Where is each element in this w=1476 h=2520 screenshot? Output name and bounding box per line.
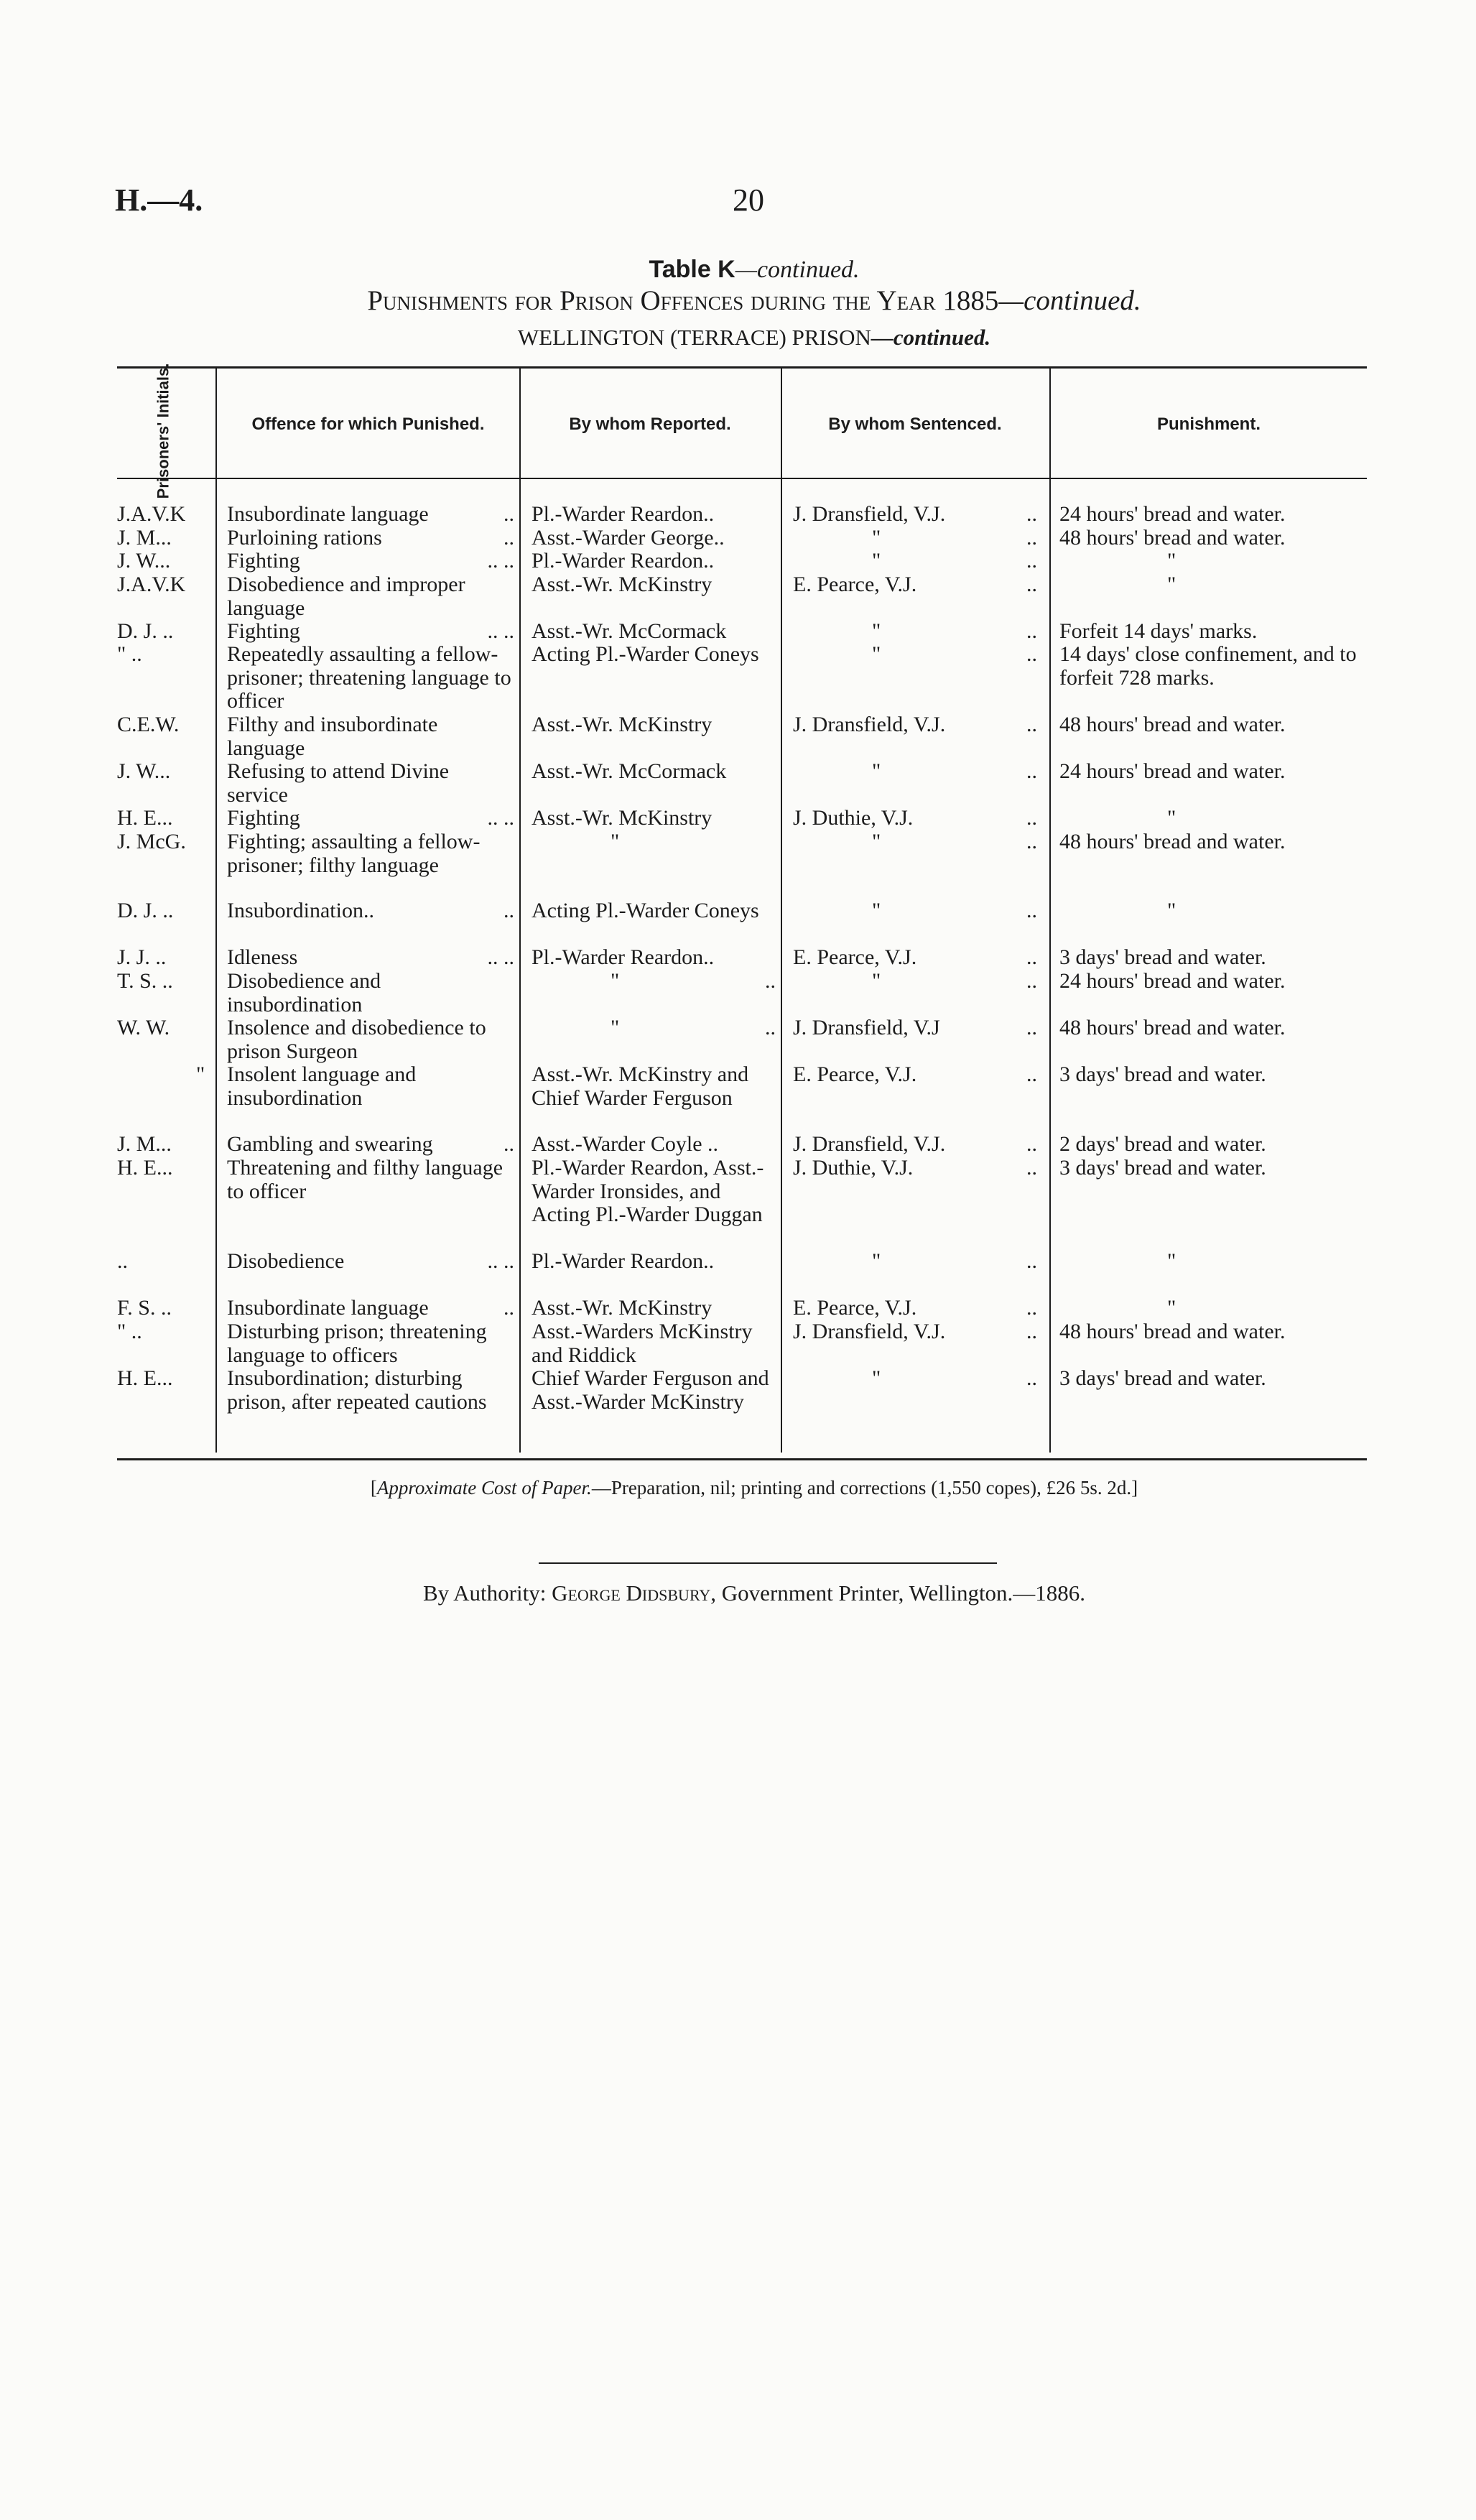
initials-text: J. M... <box>117 1132 172 1156</box>
reported-text: " <box>611 1016 620 1039</box>
offence-text: Insubordinate language <box>227 1296 429 1320</box>
header-offence: Offence for which Punished. <box>251 414 485 434</box>
offence-text: Fighting <box>227 619 300 643</box>
cell-offence <box>227 946 514 970</box>
cell-sentenced <box>793 620 1037 644</box>
cell-sentenced <box>793 573 1037 597</box>
leader-dots: .. .. <box>487 806 514 830</box>
prison-name <box>0 325 1476 351</box>
punishment-text: 3 days' bread and water. <box>1059 1156 1266 1180</box>
initials-text: " .. <box>117 1320 142 1343</box>
cell-offence <box>227 807 514 830</box>
cell-offence <box>227 713 514 760</box>
reported-text: Asst.-Wr. McCormack <box>532 619 727 643</box>
cell-sentenced <box>793 1367 1037 1391</box>
cell-sentenced <box>793 1016 1037 1040</box>
leader-dots: .. <box>765 969 776 993</box>
offence-text: Purloining rations <box>227 526 382 550</box>
leader-dots: .. <box>1026 806 1037 830</box>
leader-dots: .. <box>503 1132 514 1156</box>
cell-punishment <box>1059 1063 1361 1087</box>
leader-dots: .. <box>1026 502 1037 526</box>
cell-sentenced <box>793 830 1037 854</box>
initials-text: W. W. <box>117 1016 170 1039</box>
cell-initials <box>117 1297 210 1320</box>
reported-text: Pl.-Warder Reardon.. <box>532 549 715 573</box>
prison-name-suffix: —continued. <box>871 325 991 350</box>
punishment-text: 24 hours' bread and water. <box>1059 502 1286 526</box>
initials-text: C.E.W. <box>117 713 180 736</box>
leader-dots: .. <box>1026 573 1037 596</box>
cell-initials <box>117 503 210 527</box>
sentenced-text: J. Duthie, V.J. <box>793 806 914 830</box>
punishment-text: 3 days' bread and water. <box>1059 1062 1266 1086</box>
cell-sentenced <box>793 503 1037 527</box>
leader-dots: .. <box>503 526 514 550</box>
table-bottom-rule <box>117 1458 1367 1460</box>
cell-reported <box>532 760 776 784</box>
cell-initials <box>117 620 210 644</box>
cell-initials <box>117 1250 210 1274</box>
leader-dots: .. <box>1026 1296 1037 1320</box>
table-subtitle-suffix: —continued. <box>998 285 1141 316</box>
cell-reported <box>532 1250 776 1274</box>
leader-dots: .. <box>503 1296 514 1320</box>
prison-name-main: WELLINGTON (TERRACE) PRISON <box>517 325 871 350</box>
initials-text: J.A.V.K <box>117 573 186 596</box>
cell-reported <box>532 830 776 854</box>
leader-dots: .. <box>503 502 514 526</box>
cell-initials <box>117 1157 210 1180</box>
cell-punishment <box>1059 573 1361 597</box>
sentenced-text: " <box>872 899 881 922</box>
cell-sentenced <box>793 1250 1037 1274</box>
punishment-text: 48 hours' bread and water. <box>1059 713 1286 736</box>
leader-dots: .. .. <box>487 945 514 969</box>
cell-punishment <box>1059 620 1361 644</box>
initials-text: J. W... <box>117 759 171 783</box>
page-number: 20 <box>733 182 764 218</box>
cell-sentenced <box>793 946 1037 970</box>
cell-punishment <box>1059 643 1361 690</box>
cell-punishment <box>1059 970 1361 993</box>
initials-text: " <box>196 1062 205 1086</box>
leader-dots: .. <box>1026 642 1037 666</box>
initials-text: T. S. .. <box>117 969 173 993</box>
column-divider-4 <box>1049 368 1051 1453</box>
reported-text: Pl.-Warder Reardon.. <box>532 945 715 969</box>
sentenced-text: E. Pearce, V.J. <box>793 1296 917 1320</box>
cell-initials <box>117 830 210 854</box>
cell-reported <box>532 1063 776 1110</box>
punishment-text: 2 days' bread and water. <box>1059 1132 1266 1156</box>
column-divider-1 <box>215 368 217 1453</box>
cell-sentenced <box>793 1063 1037 1087</box>
reported-text: " <box>611 969 620 993</box>
initials-text: F. S. .. <box>117 1296 172 1320</box>
sentenced-text: " <box>872 642 881 666</box>
cell-punishment <box>1059 760 1361 784</box>
leader-dots: .. <box>1026 1156 1037 1180</box>
reported-text: Pl.-Warder Reardon, Asst.-Warder Ironsides, and Acting Pl.-Warder Duggan <box>532 1156 764 1226</box>
sentenced-text: " <box>872 830 881 853</box>
initials-text: D. J. .. <box>117 619 174 643</box>
cell-punishment <box>1059 899 1361 923</box>
cell-offence <box>227 830 514 877</box>
cell-punishment <box>1059 503 1361 527</box>
punishment-text: " <box>1167 549 1176 573</box>
initials-text: J.A.V.K <box>117 502 186 526</box>
authority-suffix: , Government Printer, Wellington.—1886. <box>710 1580 1086 1606</box>
cell-sentenced <box>793 643 1037 667</box>
cell-offence <box>227 1367 514 1414</box>
cell-initials <box>117 527 210 550</box>
offence-text: Insolent language and insubordination <box>227 1062 417 1110</box>
leader-dots: .. <box>1026 1132 1037 1156</box>
leader-dots: .. .. <box>487 549 514 573</box>
cell-initials <box>117 1320 210 1344</box>
page-code: H.—4. <box>115 182 203 218</box>
leader-dots: .. <box>1026 969 1037 993</box>
leader-dots: .. <box>1026 759 1037 783</box>
cell-offence <box>227 1157 514 1203</box>
cell-reported <box>532 643 776 667</box>
punishment-text: 3 days' bread and water. <box>1059 1366 1266 1390</box>
sentenced-text: J. Dransfield, V.J <box>793 1016 940 1039</box>
offence-text: Filthy and insubordinate language <box>227 713 438 760</box>
initials-text: J. M... <box>117 526 172 550</box>
sentenced-text: E. Pearce, V.J. <box>793 945 917 969</box>
punishment-text: 14 days' close confinement, and to forfeit 728 marks. <box>1059 642 1357 690</box>
cell-initials <box>117 899 210 923</box>
cost-note-label: Approximate Cost of Paper. <box>376 1477 592 1498</box>
cell-initials <box>117 1016 210 1040</box>
sentenced-text: J. Dransfield, V.J. <box>793 713 946 736</box>
leader-dots: .. <box>765 1016 776 1039</box>
leader-dots: .. <box>1026 549 1037 573</box>
sentenced-text: " <box>872 1249 881 1273</box>
cell-initials <box>117 643 210 667</box>
reported-text: Asst.-Warder George.. <box>532 526 725 550</box>
cell-reported <box>532 899 776 923</box>
table-title-main: Table K <box>649 256 735 283</box>
initials-text: J. McG. <box>117 830 186 853</box>
cell-sentenced <box>793 1133 1037 1157</box>
cell-punishment <box>1059 1016 1361 1040</box>
cell-offence <box>227 503 514 527</box>
offence-text: Repeatedly assaulting a fellow-prisoner; threatening language to officer <box>227 642 511 713</box>
punishment-text: " <box>1167 899 1176 922</box>
punishment-text: 24 hours' bread and water. <box>1059 969 1286 993</box>
initials-text: " .. <box>117 642 142 666</box>
reported-text: Acting Pl.-Warder Coneys <box>532 642 759 666</box>
cell-sentenced <box>793 1297 1037 1320</box>
cost-note: [Approximate Cost of Paper.—Preparation, nil; printing and corrections (1,550 copes), £26 5s. 2d.] <box>370 1477 1138 1498</box>
reported-text: " <box>611 830 620 853</box>
cell-punishment <box>1059 807 1361 830</box>
offence-text: Insolence and disobedience to prison Surgeon <box>227 1016 486 1063</box>
authority-name: George Didsbury <box>552 1580 711 1606</box>
cell-initials <box>117 1367 210 1391</box>
initials-text: H. E... <box>117 1366 173 1390</box>
leader-dots: .. <box>1026 945 1037 969</box>
cell-offence <box>227 1063 514 1110</box>
cell-initials <box>117 1133 210 1157</box>
reported-text: Asst.-Wr. McKinstry <box>532 1296 713 1320</box>
table-subtitle <box>0 284 1476 317</box>
reported-text: Asst.-Wr. McKinstry <box>532 713 713 736</box>
cell-punishment <box>1059 550 1361 573</box>
punishment-text: Forfeit 14 days' marks. <box>1059 619 1258 643</box>
offence-text: Refusing to attend Divine service <box>227 759 450 807</box>
offence-text: Idleness <box>227 945 298 969</box>
initials-text: D. J. .. <box>117 899 174 922</box>
cell-initials <box>117 970 210 993</box>
column-divider-2 <box>519 368 521 1453</box>
cell-sentenced <box>793 713 1037 737</box>
punishment-text: " <box>1167 806 1176 830</box>
cell-initials <box>117 550 210 573</box>
cell-reported <box>532 527 776 550</box>
leader-dots: .. <box>503 899 514 922</box>
header-punishment: Punishment. <box>1156 414 1261 434</box>
cell-offence <box>227 760 514 807</box>
cell-initials <box>117 573 210 597</box>
reported-text: Asst.-Wr. McKinstry and Chief Warder Ferguson <box>532 1062 749 1110</box>
authority-line <box>0 1580 1476 1606</box>
leader-dots: .. <box>1026 619 1037 643</box>
offence-text: Insubordination.. <box>227 899 374 922</box>
reported-text: Pl.-Warder Reardon.. <box>532 502 715 526</box>
initials-text: H. E... <box>117 806 173 830</box>
offence-text: Disobedience and insubordination <box>227 969 381 1016</box>
cell-offence <box>227 620 514 644</box>
reported-text: Asst.-Wr. McKinstry <box>532 806 713 830</box>
cell-sentenced <box>793 527 1037 550</box>
punishment-text: 48 hours' bread and water. <box>1059 830 1286 853</box>
cell-reported <box>532 970 776 993</box>
cell-offence <box>227 1320 514 1367</box>
cell-offence <box>227 899 514 923</box>
punishment-text: 48 hours' bread and water. <box>1059 1016 1286 1039</box>
sentenced-text: " <box>872 549 881 573</box>
cell-reported <box>532 713 776 737</box>
initials-text: H. E... <box>117 1156 173 1180</box>
cell-punishment <box>1059 830 1361 854</box>
leader-dots: .. <box>1026 1320 1037 1343</box>
initials-text: .. <box>117 1249 128 1273</box>
header-bottom-rule <box>117 478 1367 479</box>
cell-reported <box>532 1016 776 1040</box>
offence-text: Disturbing prison; threatening language to officers <box>227 1320 487 1367</box>
cell-offence <box>227 1016 514 1063</box>
initials-text: J. J. .. <box>117 945 167 969</box>
cell-punishment <box>1059 1367 1361 1391</box>
header-initials: Prisoners' Initials. <box>154 363 172 499</box>
cell-offence <box>227 643 514 713</box>
leader-dots: .. <box>1026 713 1037 736</box>
cell-reported <box>532 550 776 573</box>
punishment-text: " <box>1167 1296 1176 1320</box>
cell-initials <box>117 760 210 784</box>
leader-dots: .. <box>1026 1062 1037 1086</box>
cell-reported <box>532 1297 776 1320</box>
offence-text: Fighting <box>227 549 300 573</box>
offence-text: Disobedience and improper language <box>227 573 465 620</box>
leader-dots: .. <box>1026 1249 1037 1273</box>
cell-offence <box>227 1133 514 1157</box>
punishment-text: 3 days' bread and water. <box>1059 945 1266 969</box>
signature-rule <box>539 1562 997 1564</box>
offence-text: Gambling and swearing <box>227 1132 433 1156</box>
header-reported: By whom Reported. <box>569 414 731 434</box>
reported-text: Acting Pl.-Warder Coneys <box>532 899 759 922</box>
cell-reported <box>532 503 776 527</box>
cell-offence <box>227 1297 514 1320</box>
table-title-suffix: —continued. <box>735 256 860 283</box>
sentenced-text: " <box>872 759 881 783</box>
cell-offence <box>227 1250 514 1274</box>
cost-note-text: —Preparation, nil; printing and corrections (1,550 copes), £26 5s. 2d. <box>591 1477 1132 1498</box>
header-sentenced: By whom Sentenced. <box>828 414 1002 434</box>
punishment-text: 24 hours' bread and water. <box>1059 759 1286 783</box>
offence-text: Insubordination; disturbing prison, after repeated cautions <box>227 1366 487 1414</box>
table-top-rule <box>117 366 1367 369</box>
cell-sentenced <box>793 1157 1037 1180</box>
cell-initials <box>117 807 210 830</box>
reported-text: Asst.-Wr. McCormack <box>532 759 727 783</box>
cell-offence <box>227 573 514 620</box>
sentenced-text: J. Dransfield, V.J. <box>793 1132 946 1156</box>
cell-punishment <box>1059 1133 1361 1157</box>
cell-punishment <box>1059 1250 1361 1274</box>
cell-reported <box>532 1367 776 1414</box>
sentenced-text: " <box>872 619 881 643</box>
cell-offence <box>227 527 514 550</box>
offence-text: Fighting; assaulting a fellow-prisoner; filthy language <box>227 830 481 877</box>
cell-punishment <box>1059 946 1361 970</box>
punishment-text: " <box>1167 1249 1176 1273</box>
reported-text: Asst.-Wr. McKinstry <box>532 573 713 596</box>
table-subtitle-main: Punishments for Prison Offences during the Year 1885 <box>367 285 999 316</box>
cell-reported <box>532 573 776 597</box>
sentenced-text: E. Pearce, V.J. <box>793 1062 917 1086</box>
leader-dots: .. <box>1026 1016 1037 1039</box>
reported-text: Asst.-Warder Coyle .. <box>532 1132 719 1156</box>
punishment-text: 48 hours' bread and water. <box>1059 526 1286 550</box>
cell-punishment <box>1059 1320 1361 1344</box>
leader-dots: .. <box>1026 830 1037 853</box>
leader-dots: .. .. <box>487 1249 514 1273</box>
offence-text: Threatening and filthy language to officer <box>227 1156 503 1203</box>
leader-dots: .. .. <box>487 619 514 643</box>
cell-punishment <box>1059 527 1361 550</box>
cell-reported <box>532 1157 776 1227</box>
cell-sentenced <box>793 1320 1037 1344</box>
punishment-text: " <box>1167 573 1176 596</box>
cell-sentenced <box>793 899 1037 923</box>
reported-text: Chief Warder Ferguson and Asst.-Warder McKinstry <box>532 1366 769 1414</box>
cell-initials <box>117 713 210 737</box>
offence-text: Disobedience <box>227 1249 345 1273</box>
cell-reported <box>532 807 776 830</box>
cell-reported <box>532 946 776 970</box>
sentenced-text: J. Duthie, V.J. <box>793 1156 914 1180</box>
offence-text: Insubordinate language <box>227 502 429 526</box>
sentenced-text: " <box>872 969 881 993</box>
cell-offence <box>227 550 514 573</box>
column-divider-3 <box>781 368 782 1453</box>
sentenced-text: J. Dransfield, V.J. <box>793 502 946 526</box>
sentenced-text: " <box>872 1366 881 1390</box>
punishment-text: 48 hours' bread and water. <box>1059 1320 1286 1343</box>
cell-sentenced <box>793 807 1037 830</box>
sentenced-text: " <box>872 526 881 550</box>
cell-reported <box>532 1320 776 1367</box>
cell-punishment <box>1059 713 1361 737</box>
table-title <box>0 256 1476 284</box>
leader-dots: .. <box>1026 526 1037 550</box>
sentenced-text: J. Dransfield, V.J. <box>793 1320 946 1343</box>
authority-prefix: By Authority: <box>422 1580 552 1606</box>
cell-offence <box>227 970 514 1016</box>
reported-text: Pl.-Warder Reardon.. <box>532 1249 715 1273</box>
cell-sentenced <box>793 970 1037 993</box>
cell-initials <box>117 1063 210 1087</box>
reported-text: Asst.-Warders McKinstry and Riddick <box>532 1320 753 1367</box>
sentenced-text: E. Pearce, V.J. <box>793 573 917 596</box>
initials-text: J. W... <box>117 549 171 573</box>
cell-punishment <box>1059 1157 1361 1180</box>
cell-punishment <box>1059 1297 1361 1320</box>
cell-initials <box>117 946 210 970</box>
cell-sentenced <box>793 550 1037 573</box>
cell-reported <box>532 1133 776 1157</box>
leader-dots: .. <box>1026 1366 1037 1390</box>
cell-reported <box>532 620 776 644</box>
offence-text: Fighting <box>227 806 300 830</box>
cell-sentenced <box>793 760 1037 784</box>
leader-dots: .. <box>1026 899 1037 922</box>
